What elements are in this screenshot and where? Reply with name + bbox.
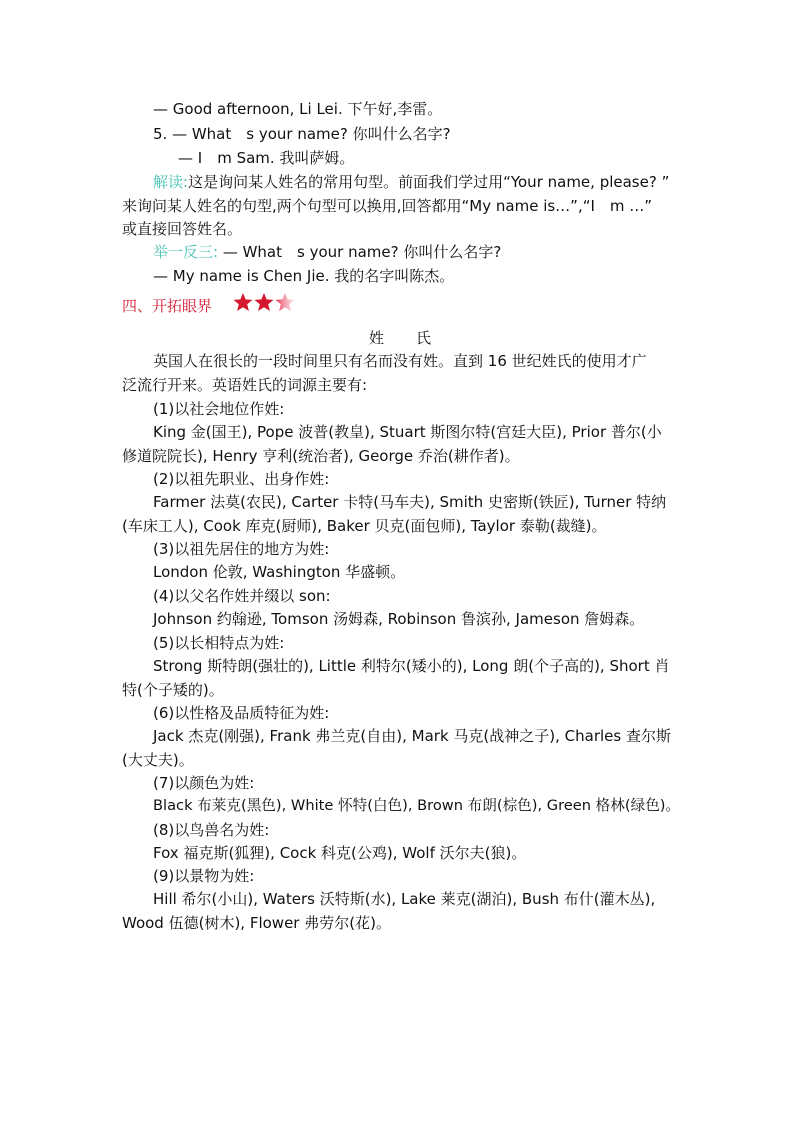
- explain-text-1: 这是询问某人姓名的常用句型。前面我们学过用“Your name, please? ”: [188, 173, 670, 191]
- example-question: [153, 241, 501, 263]
- section-title: [0, 327, 800, 349]
- section-heading: 四、开拓眼界: [122, 297, 213, 315]
- explain-label: 解读:: [153, 173, 189, 191]
- category-line: Hill 希尔(小山), Waters 沃特斯(水), Lake 莱克(湖泊), Bush 布什(灌木丛),: [153, 890, 656, 908]
- star-icon: [234, 293, 253, 311]
- dialogue-line-3: — I m Sam. 我叫萨姆。: [178, 149, 355, 167]
- example-answer: — My name is Chen Jie. 我的名字叫陈杰。: [153, 267, 455, 285]
- category-heading: (6)以性格及品质特征为姓:: [153, 704, 330, 722]
- category-line: London 伦敦, Washington 华盛顿。: [153, 563, 406, 581]
- category-heading: (5)以长相特点为姓:: [153, 634, 285, 652]
- category-line: 修道院院长), Henry 亨利(统治者), George 乔治(耕作者)。: [122, 447, 520, 465]
- explain-line-2: 来询问某人姓名的句型,两个句型可以换用,回答都用“My name is…”,“I m …”: [122, 197, 653, 215]
- category-heading: (9)以景物为姓:: [153, 867, 255, 885]
- intro-line-1: 英国人在很长的一段时间里只有名而没有姓。直到 16 世纪姓氏的使用才广: [153, 352, 647, 370]
- category-heading: (3)以祖先居住的地方为姓:: [153, 540, 330, 558]
- dialogue-line-2: 5. — What s your name? 你叫什么名字?: [153, 125, 451, 143]
- explain-line-3: 或直接回答姓名。: [122, 220, 243, 238]
- star-rating: [233, 292, 299, 314]
- category-heading: (8)以鸟兽名为姓:: [153, 821, 270, 839]
- half-star-icon: [276, 293, 295, 311]
- category-line: King 金(国王), Pope 波普(教皇), Stuart 斯图尔特(宫廷大臣), Prior 普尔(小: [153, 423, 662, 441]
- title-part-1: 姓: [368, 329, 384, 347]
- category-heading: (2)以祖先职业、出身作姓:: [153, 470, 330, 488]
- category-heading: (1)以社会地位作姓:: [153, 400, 285, 418]
- category-heading: (7)以颜色为姓:: [153, 774, 255, 792]
- category-line: Strong 斯特朗(强壮的), Little 利特尔(矮小的), Long 朗(个子高的), Short 肖: [153, 657, 670, 675]
- category-line: 特(个子矮的)。: [122, 681, 224, 699]
- category-heading: (4)以父名作姓并缀以 son:: [153, 587, 331, 605]
- example-label: 举一反三:: [153, 243, 219, 261]
- category-line: Jack 杰克(刚强), Frank 弗兰克(自由), Mark 马克(战神之子), Charles 查尔斯: [153, 727, 671, 745]
- title-part-2: 氏: [416, 329, 432, 347]
- category-line: Black 布莱克(黑色), White 怀特(白色), Brown 布朗(棕色), Green 格林(绿色)。: [153, 797, 681, 814]
- dialogue-line-1: — Good afternoon, Li Lei. 下午好,李雷。: [153, 100, 443, 118]
- category-line: Wood 伍德(树木), Flower 弗劳尔(花)。: [122, 914, 391, 932]
- example-question-text: — What s your name? 你叫什么名字?: [218, 243, 502, 261]
- category-line: Farmer 法莫(农民), Carter 卡特(马车夫), Smith 史密斯(铁匠), Turner 特纳: [153, 493, 667, 511]
- category-line: Fox 福克斯(狐狸), Cock 科克(公鸡), Wolf 沃尔夫(狼)。: [153, 844, 527, 862]
- category-line: Johnson 约翰逊, Tomson 汤姆森, Robinson 鲁滨孙, Jameson 詹姆森。: [153, 610, 645, 628]
- category-line: (大丈夫)。: [122, 751, 194, 769]
- star-icon: [255, 293, 274, 311]
- explain-line-1: [153, 171, 669, 193]
- category-line: (车床工人), Cook 库克(厨师), Baker 贝克(面包师), Taylor 泰勒(裁缝)。: [122, 517, 607, 535]
- intro-line-2: 泛流行开来。英语姓氏的词源主要有:: [122, 376, 368, 394]
